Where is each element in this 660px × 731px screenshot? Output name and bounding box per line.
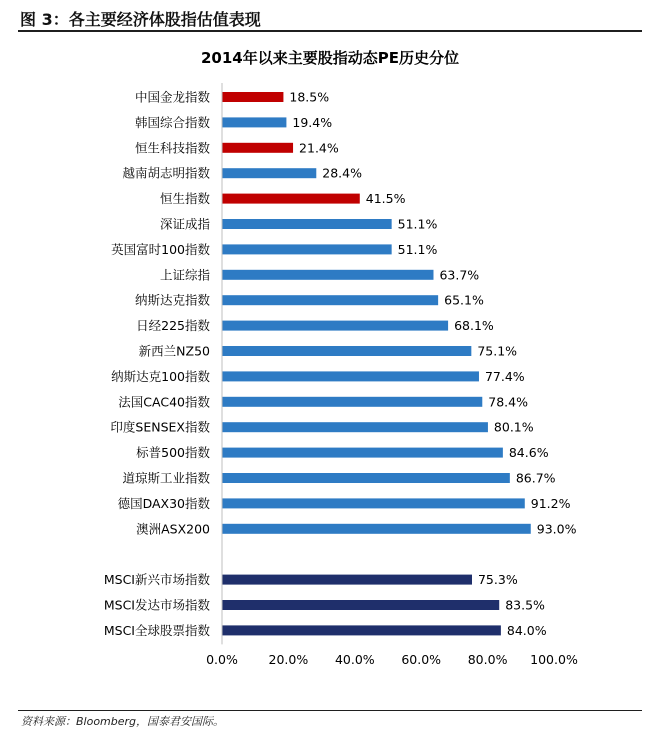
category-label: 印度SENSEX指数 <box>110 419 210 435</box>
bar <box>222 524 531 534</box>
category-label: 中国金龙指数 <box>134 89 210 105</box>
data-label: 21.4% <box>299 140 339 156</box>
bar <box>222 117 286 127</box>
category-label: 新西兰NZ50 <box>138 343 210 359</box>
data-label: 63.7% <box>439 267 480 283</box>
category-label: 英国富时100指数 <box>111 241 210 257</box>
category-label: 韩国综合指数 <box>134 114 210 130</box>
data-label: 68.1% <box>454 318 494 334</box>
chart-title: 2014年以来主要股指动态PE历史分位 <box>201 49 459 67</box>
category-label: MSCI新兴市场指数 <box>103 572 210 588</box>
category-label: 德国DAX30指数 <box>117 495 210 511</box>
x-tick-label: 20.0% <box>268 652 309 667</box>
category-label: 恒生指数 <box>159 191 210 207</box>
x-tick-label: 0.0% <box>206 652 238 667</box>
category-label: 标普500指数 <box>136 445 210 461</box>
data-label: 51.1% <box>397 241 438 257</box>
bar <box>222 92 283 102</box>
bar <box>222 295 438 305</box>
bar <box>222 270 433 280</box>
category-label: 纳斯达克指数 <box>134 292 210 308</box>
bar <box>222 473 510 483</box>
bar <box>222 219 392 229</box>
data-label: 84.6% <box>508 445 549 461</box>
bar <box>222 143 293 153</box>
category-label: 上证综指 <box>159 267 210 283</box>
data-label: 86.7% <box>515 470 556 486</box>
data-label: 83.5% <box>505 597 545 613</box>
bar <box>222 321 448 331</box>
figure-footer <box>18 710 642 728</box>
bar <box>222 498 525 508</box>
bar <box>222 448 503 458</box>
category-label: 道琼斯工业指数 <box>122 470 210 486</box>
data-label: 84.0% <box>506 622 547 638</box>
x-tick-label: 100.0% <box>530 652 578 667</box>
x-tick-label: 40.0% <box>334 652 375 667</box>
category-label: 恒生科技指数 <box>134 140 210 156</box>
data-label: 78.4% <box>488 394 529 410</box>
bar <box>222 346 471 356</box>
bar <box>222 244 392 254</box>
data-label: 80.1% <box>493 419 534 435</box>
bar <box>222 194 360 204</box>
bar <box>222 168 316 178</box>
data-label: 18.5% <box>289 89 330 105</box>
data-label: 75.3% <box>477 572 518 588</box>
data-label: 77.4% <box>484 368 525 384</box>
category-label: 澳洲ASX200 <box>136 521 210 537</box>
category-label: MSCI发达市场指数 <box>103 597 210 613</box>
category-label: 法国CAC40指数 <box>118 394 210 410</box>
category-label: 深证成指 <box>159 216 210 232</box>
x-tick-label: 60.0% <box>401 652 442 667</box>
figure-title: 图 3：各主要经济体股指估值表现 <box>20 10 261 29</box>
bar <box>222 397 482 407</box>
data-label: 75.1% <box>477 343 518 359</box>
source-note: 资料来源：Bloomberg，国泰君安国际。 <box>21 715 225 728</box>
bar <box>222 371 479 381</box>
category-label: 纳斯达克100指数 <box>111 368 210 384</box>
bar <box>222 422 488 432</box>
category-label: 日经225指数 <box>136 318 210 334</box>
data-label: 41.5% <box>365 191 406 207</box>
data-label: 91.2% <box>530 495 571 511</box>
data-label: 51.1% <box>397 216 438 232</box>
data-label: 93.0% <box>536 521 577 537</box>
data-label: 28.4% <box>322 165 363 181</box>
data-label: 19.4% <box>292 114 333 130</box>
bar <box>222 625 501 635</box>
bar <box>222 600 499 610</box>
bar <box>222 575 472 585</box>
category-label: MSCI全球股票指数 <box>103 622 210 638</box>
category-label: 越南胡志明指数 <box>122 165 210 181</box>
x-tick-label: 80.0% <box>467 652 508 667</box>
data-label: 65.1% <box>444 292 484 308</box>
